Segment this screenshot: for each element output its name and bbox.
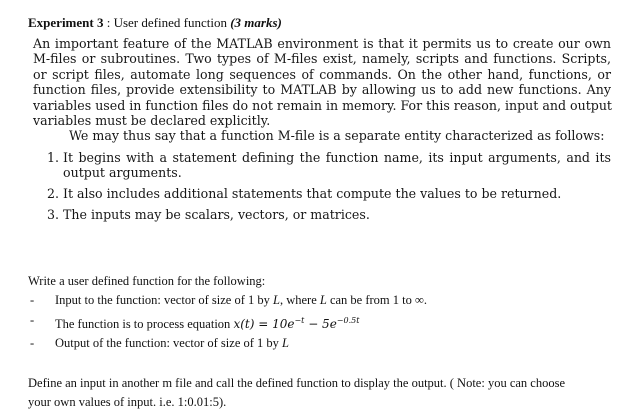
task-section: [28, 272, 613, 354]
feature-item: [33, 186, 611, 202]
closing-line: your own values of input. i.e. 1:0.01:5).: [28, 394, 227, 409]
feature-number: 1.: [47, 149, 60, 165]
intro-line: variables must be declared explicitly.: [33, 113, 271, 129]
requirement-output: - Output of the function: vector of size of 1 by L: [28, 334, 613, 354]
feature-item: [33, 207, 611, 223]
feature-item: [33, 150, 611, 181]
intro-line: variables used in function files do not remain in memory. For this reason, input and output: [33, 97, 612, 113]
intro-line: function files, provide extensibility to MATLAB by allowing us to add new functions. Any: [33, 82, 611, 98]
closing-instructions: [28, 374, 613, 411]
closing-line: Define an input in another m file and call the defined function to display the output. ( Note: you can choose: [28, 376, 565, 390]
intro-paragraph: [33, 36, 611, 128]
feature-number: 2.: [47, 186, 60, 202]
heading-separator: :: [103, 15, 114, 30]
feature-number: 3.: [47, 206, 60, 222]
requirement-equation: - The function is to process equation $x(t) = 10e^{-t} - 5e^{-0.5t}$: [30, 312, 360, 331]
intro-line: An important feature of the MATLAB environment is that it permits us to create our own: [33, 36, 611, 51]
marks-label: (3 marks): [230, 15, 282, 30]
experiment-name: User defined function: [113, 15, 227, 30]
experiment-heading: [28, 15, 282, 31]
feature-text: The inputs may be scalars, vectors, or matrices.: [63, 206, 370, 222]
task-intro: Write a user defined function for the following:: [28, 274, 266, 288]
feature-text: It begins with a statement defining the function name, its input arguments, and its: [63, 149, 611, 165]
bullet-dash: -: [30, 312, 35, 327]
feature-list: [33, 150, 611, 222]
bullet-dash: -: [30, 336, 35, 350]
experiment-number: Experiment 3: [28, 15, 104, 30]
equation: $x(t) = 10e^{-t} - 5e^{-0.5t}$: [233, 315, 360, 331]
requirement-input: - Input to the function: vector of size of 1 by L, where L can be from 1 to ∞.: [28, 291, 613, 311]
task-requirements: [28, 291, 613, 354]
scanned-textbook-excerpt: [33, 36, 611, 227]
feature-text-cont: output arguments.: [63, 165, 182, 181]
intro-line: or script files, automate long sequences of commands. On the other hand, functions, or: [33, 66, 611, 82]
feature-text: It also includes additional statements that compute the values to be returned.: [63, 186, 562, 202]
bullet-dash: -: [30, 293, 35, 307]
intro-second-paragraph: We may thus say that a function M-file is a separate entity characterized as follows:: [69, 128, 605, 144]
intro-line: M-files or subroutines. Two types of M-files exist, namely, scripts and functions. Scripts,: [33, 51, 611, 67]
